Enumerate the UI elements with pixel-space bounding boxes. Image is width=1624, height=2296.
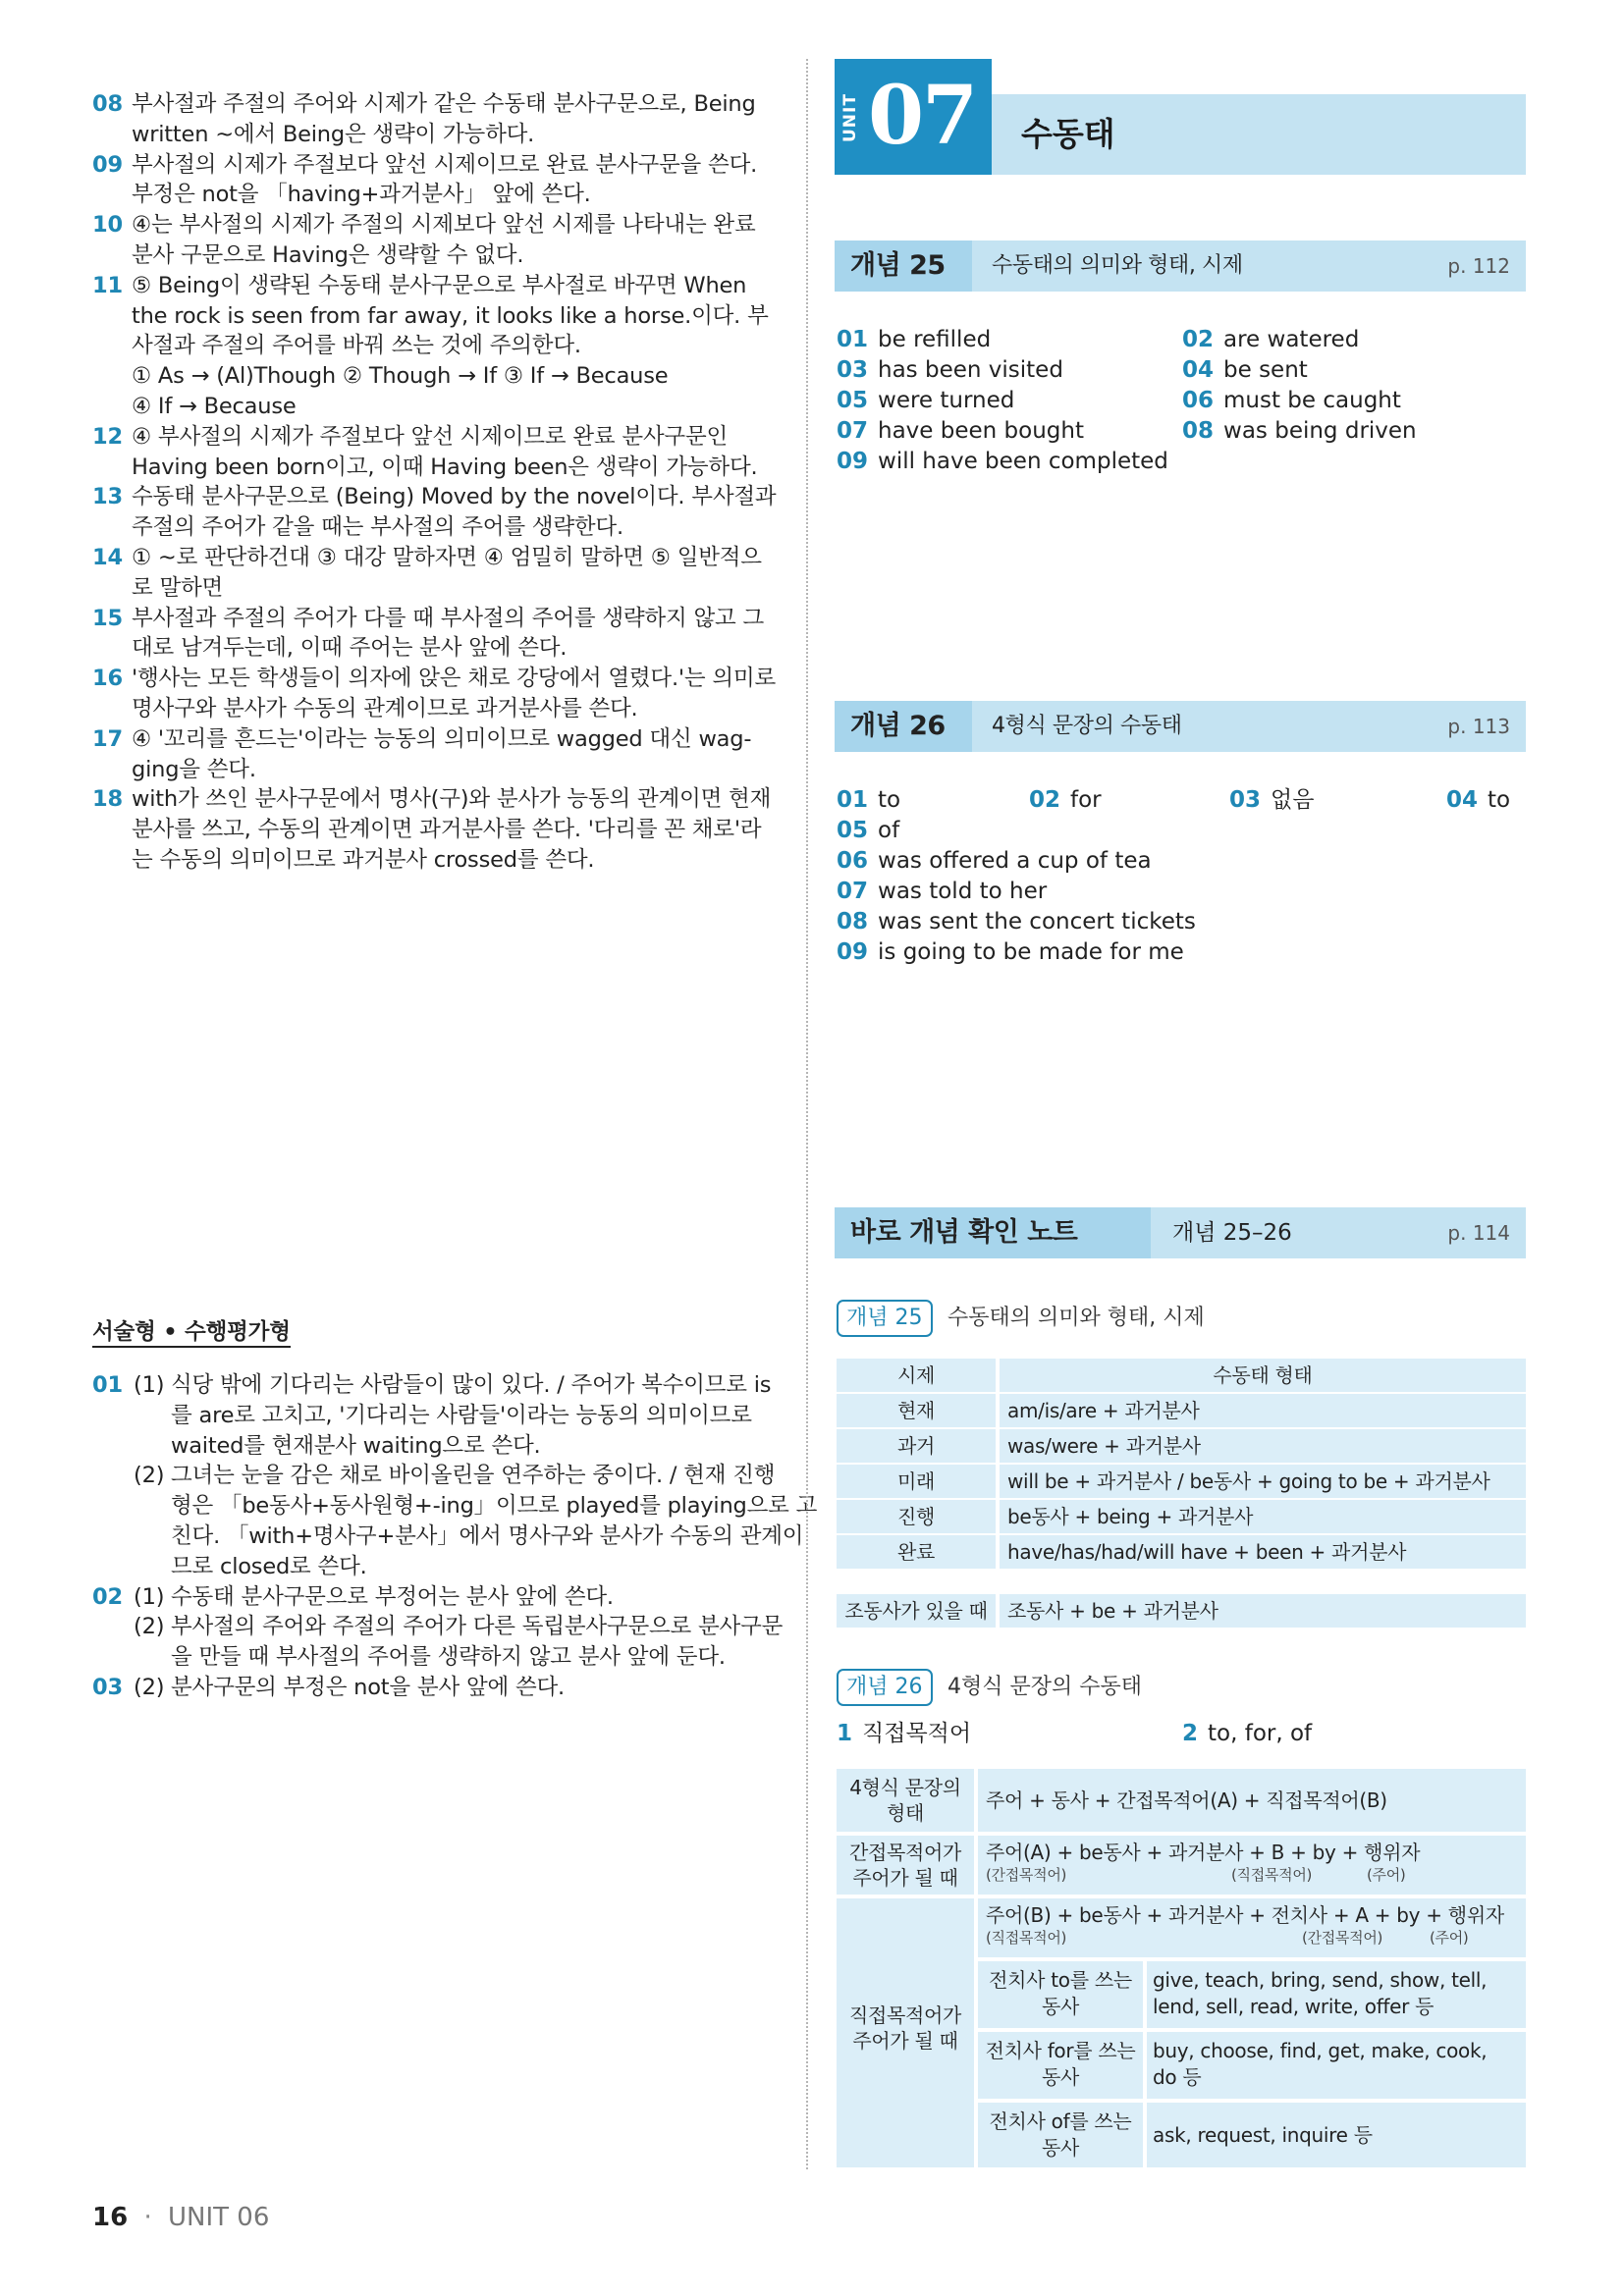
label-line: 동사 — [1041, 2136, 1080, 2160]
answer-text: was being driven — [1223, 418, 1417, 444]
answer-number: 09 — [837, 939, 869, 965]
sec-sub-label: (2) — [134, 1675, 165, 1700]
table-cell — [1147, 2032, 1526, 2099]
blank-2 — [1182, 1720, 1312, 1747]
answer-text: must be caught — [1223, 388, 1401, 413]
item-number: 14 — [92, 545, 123, 570]
footer-sep: · — [143, 2203, 152, 2232]
label-line: 주어가 될 때 — [852, 1866, 958, 1890]
answer-text: has been visited — [878, 357, 1063, 383]
blank-1-text: 직접목적어 — [862, 1721, 972, 1746]
sec-sub-line: waited를 현재분사 waiting으로 쓴다. — [171, 1432, 541, 1459]
table-cell: 현재 — [837, 1394, 996, 1427]
item-line: the rock is seen from far away, it looks like a horse.이다. 부 — [132, 302, 769, 329]
table-cell: will be + 과거분사 / be동사 + going to be + 과거분사 — [1000, 1465, 1526, 1498]
item-line: ging을 쓴다. — [132, 756, 256, 782]
value-line: do 등 — [1153, 2065, 1202, 2089]
item-line: 부사절과 주절의 주어가 다를 때 부사절의 주어를 생략하지 않고 그 — [132, 605, 765, 631]
table-cell: 완료 — [837, 1535, 996, 1569]
table-head-cell: 수동태 형태 — [1000, 1359, 1526, 1392]
formula: 주어(B) + be동사 + 과거분사 + 전치사 + A + by + 행위자 — [986, 1903, 1504, 1927]
formula-notes — [986, 1928, 1526, 1948]
table-cell: 미래 — [837, 1465, 996, 1498]
table-cell — [1147, 2103, 1526, 2167]
sec-item-number: 01 — [92, 1372, 123, 1398]
answer-number: 04 — [1446, 787, 1479, 813]
footer — [92, 2201, 269, 2234]
answer — [837, 356, 1063, 384]
item-number: 15 — [92, 605, 123, 631]
table-cell: was/were + 과거분사 — [1000, 1429, 1526, 1463]
answer — [837, 938, 1184, 966]
answer-text: be refilled — [878, 327, 992, 352]
item-number: 17 — [92, 725, 123, 752]
formula-note: (주어) — [1430, 1929, 1469, 1947]
table-cell — [837, 1836, 974, 1895]
label-line: 4형식 문장의 — [849, 1776, 961, 1799]
formula: 주어(A) + be동사 + 과거분사 + B + by + 행위자 — [986, 1841, 1421, 1864]
item-number: 11 — [92, 272, 123, 298]
blank-1-num: 1 — [837, 1721, 853, 1746]
item-number: 10 — [92, 212, 123, 239]
answer — [837, 908, 1196, 935]
answer-number: 03 — [1229, 787, 1262, 813]
blank-2-num: 2 — [1182, 1721, 1199, 1746]
answer-number: 01 — [837, 787, 869, 813]
unit-number: 07 — [868, 69, 977, 163]
answer — [837, 417, 1084, 445]
note-box25-tag: 개념 25 — [837, 1300, 933, 1337]
answer — [1182, 387, 1401, 414]
table-cell — [837, 1898, 974, 2167]
value-line: give, teach, bring, send, show, tell, — [1153, 1968, 1488, 1992]
answer-text: have been bought — [878, 418, 1084, 444]
note-box25-title: 수동태의 의미와 형태, 시제 — [947, 1306, 1205, 1330]
answer — [837, 448, 1168, 475]
item-number: 16 — [92, 666, 123, 692]
item-line: 대로 남겨두는데, 이때 주어는 분사 앞에 쓴다. — [132, 635, 568, 662]
answer-text: be sent — [1223, 357, 1308, 383]
table-cell: 조동사 + be + 과거분사 — [1000, 1594, 1526, 1628]
answer — [1182, 326, 1359, 353]
item-number: 12 — [92, 423, 123, 450]
note-box26-title: 4형식 문장의 수동태 — [947, 1675, 1142, 1699]
answer-number: 01 — [837, 327, 869, 352]
sec-sub-line: 수동태 분사구문으로 부정어는 분사 앞에 쓴다. — [171, 1583, 614, 1610]
answer — [1182, 417, 1417, 445]
answer-text: was sent the concert tickets — [878, 909, 1196, 934]
answer-text: were turned — [878, 388, 1015, 413]
unit-title: 수동태 — [1021, 115, 1115, 153]
concept26-title: 4형식 문장의 수동태 — [992, 714, 1182, 738]
item-line: ④ If → Because — [132, 394, 297, 419]
item-line: 분사를 쓰고, 수동의 관계이면 과거분사를 쓴다. '다리를 꼰 채로'라 — [132, 817, 762, 843]
item-line: 는 수동의 의미이므로 과거분사 crossed를 쓴다. — [132, 847, 595, 873]
item-line: ④ '꼬리를 흔드는'이라는 능동의 의미이므로 wagged 대신 wag- — [132, 725, 752, 752]
item-number: 08 — [92, 91, 123, 117]
sec-sub-line: 형은 「be동사+동사원형+-ing」이므로 played를 playing으로 고 — [171, 1493, 818, 1520]
footer-page: 16 — [92, 2203, 129, 2232]
answer-text: to — [878, 787, 901, 813]
answer-number: 07 — [837, 418, 869, 444]
label-line: 전치사 for를 쓰는 — [985, 2039, 1136, 2062]
table-cell: 진행 — [837, 1500, 996, 1533]
item-line: 로 말하면 — [132, 574, 224, 601]
item-line: 사절과 주절의 주어를 바꿔 쓰는 것에 주의한다. — [132, 333, 581, 359]
concept25-title: 수동태의 의미와 형태, 시제 — [992, 253, 1243, 278]
sec-sub-label: (1) — [134, 1372, 165, 1398]
concept26-tag: 개념 26 — [835, 701, 972, 752]
sec-sub-line: 므로 closed로 쓴다. — [171, 1553, 367, 1579]
sec-sub-label: (2) — [134, 1614, 165, 1640]
item-line: 부정은 not을 「having+과거분사」 앞에 쓴다. — [132, 182, 591, 208]
sec-sub-line: 부사절의 주어와 주절의 주어가 다른 독립분사구문으로 분사구문 — [171, 1614, 784, 1640]
blank-1 — [837, 1720, 971, 1747]
sec-item-number: 03 — [92, 1675, 123, 1700]
answer-text: is going to be made for me — [878, 939, 1184, 965]
answer-text: of — [878, 818, 900, 843]
unit-badge — [835, 59, 992, 175]
answer — [837, 847, 1152, 875]
answer-number: 03 — [837, 357, 869, 383]
answer-number: 06 — [1182, 388, 1215, 413]
answer-text: for — [1070, 787, 1102, 813]
sec-sub-label: (2) — [134, 1463, 165, 1489]
item-number: 09 — [92, 151, 123, 178]
concept25-tag: 개념 25 — [835, 240, 972, 292]
item-line: ① ~로 판단하건대 ③ 대강 말하자면 ④ 엄밀히 말하면 ⑤ 일반적으 — [132, 545, 762, 570]
item-line: Having been born이고, 이때 Having been은 생략이 가능하다. — [132, 454, 758, 480]
item-line: ④ 부사절의 시제가 주절보다 앞선 시제이므로 완료 분사구문인 — [132, 423, 729, 450]
answer — [1029, 786, 1102, 814]
label-line: 동사 — [1041, 2065, 1080, 2089]
answer-text: was offered a cup of tea — [878, 848, 1152, 874]
item-line: ① As → (Al)Though ② Though → If ③ If → Because — [132, 363, 669, 390]
item-line: 분사 구문으로 Having은 생략할 수 없다. — [132, 242, 524, 268]
answer-text: 없음 — [1271, 787, 1315, 813]
label-line: 동사 — [1041, 1995, 1080, 2018]
label-line: 전치사 of를 쓰는 — [989, 2109, 1132, 2133]
item-line: with가 쓰인 분사구문에서 명사(구)와 분사가 능동의 관계이면 현재 — [132, 786, 772, 813]
label-line: 간접목적어가 — [848, 1841, 962, 1864]
note-page: p. 114 — [1447, 1221, 1510, 1245]
answer — [1182, 356, 1308, 384]
answer — [1229, 786, 1314, 814]
item-line: 부사절의 시제가 주절보다 앞선 시제이므로 완료 분사구문을 쓴다. — [132, 151, 758, 178]
sec-sub-line: 식당 밖에 기다리는 사람들이 많이 있다. / 주어가 복수이므로 is — [171, 1372, 772, 1398]
value-line: lend, sell, read, write, offer 등 — [1153, 1995, 1435, 2018]
table-cell: 과거 — [837, 1429, 996, 1463]
answer-number: 02 — [1182, 327, 1215, 352]
item-number: 13 — [92, 484, 123, 510]
left-column — [92, 0, 818, 2296]
table-cell — [978, 2032, 1143, 2099]
table-cell — [1147, 1961, 1526, 2028]
answer-text: was told to her — [878, 879, 1048, 904]
formula-note: (직접목적어) — [986, 1929, 1067, 1947]
table-cell — [978, 2103, 1143, 2167]
formula-note: (간접목적어) — [986, 1866, 1067, 1884]
note-box26-tag: 개념 26 — [837, 1669, 933, 1706]
table-cell: am/is/are + 과거분사 — [1000, 1394, 1526, 1427]
sec-item-number: 02 — [92, 1583, 123, 1610]
item-line: 수동태 분사구문으로 (Being) Moved by the novel이다. 부사절과 — [132, 484, 777, 510]
value-line: buy, choose, find, get, make, cook, — [1153, 2039, 1488, 2062]
formula-notes — [986, 1865, 1526, 1885]
item-line: written ~에서 Being은 생략이 가능하다. — [132, 121, 535, 147]
unit-title-band — [992, 94, 1526, 175]
item-line: '행사는 모든 학생들이 의자에 앉은 채로 강당에서 열렸다.'는 의미로 — [132, 666, 776, 692]
item-line: 부사절과 주절의 주어와 시제가 같은 수동태 분사구문으로, Being — [132, 91, 756, 117]
table-cell — [978, 1898, 1526, 1957]
concept25-page: p. 112 — [1447, 254, 1510, 278]
answer-number: 08 — [837, 909, 869, 934]
answer-number: 04 — [1182, 357, 1215, 383]
table-cell — [837, 1769, 974, 1832]
value-line: ask, request, inquire 등 — [1153, 2123, 1373, 2147]
answer-text: to — [1488, 787, 1511, 813]
sec-sub-line: 분사구문의 부정은 not을 분사 앞에 쓴다. — [171, 1675, 565, 1700]
note-header — [835, 1207, 1526, 1258]
sec-sub-label: (1) — [134, 1583, 165, 1610]
sec-sub-line: 그녀는 눈을 감은 채로 바이올린을 연주하는 중이다. / 현재 진행 — [171, 1463, 776, 1489]
sec-sub-line: 을 만들 때 부사절의 주어를 생략하지 않고 분사 앞에 둔다. — [171, 1644, 726, 1671]
table-cell — [978, 1836, 1526, 1895]
answer-number: 05 — [837, 818, 869, 843]
concept26-header — [835, 701, 1526, 752]
answer — [837, 817, 899, 844]
table-head-cell: 시제 — [837, 1359, 996, 1392]
item-line: ⑤ Being이 생략된 수동태 분사구문으로 부사절로 바꾸면 When — [132, 272, 747, 298]
concept26-page: p. 113 — [1447, 715, 1510, 738]
sec-sub-line: 친다. 「with+명사구+분사」에서 명사구와 분사가 수동의 관계이 — [171, 1523, 804, 1549]
section-title: 서술형 • 수행평가형 — [92, 1319, 291, 1348]
answer — [837, 786, 900, 814]
blank-2-text: to, for, of — [1208, 1721, 1313, 1746]
label-line: 직접목적어가 — [848, 2003, 962, 2027]
answer — [837, 878, 1047, 905]
label-line: 형태 — [886, 1801, 925, 1825]
answer — [837, 387, 1014, 414]
answer-number: 05 — [837, 388, 869, 413]
note-tag: 바로 개념 확인 노트 — [835, 1207, 1151, 1258]
concept25-header — [835, 240, 1526, 292]
answer-number: 07 — [837, 879, 869, 904]
answer-text: are watered — [1223, 327, 1360, 352]
formula-note: (주어) — [1367, 1866, 1406, 1884]
table-cell: have/has/had/will have + been + 과거분사 — [1000, 1535, 1526, 1569]
item-line: ④는 부사절의 시제가 주절의 시제보다 앞선 시제를 나타내는 완료 — [132, 212, 756, 239]
formula-note: (직접목적어) — [1231, 1866, 1313, 1884]
answer — [837, 326, 991, 353]
item-number: 18 — [92, 786, 123, 813]
answer-number: 08 — [1182, 418, 1215, 444]
label-line: 전치사 to를 쓰는 — [989, 1968, 1132, 1992]
footer-unit: UNIT 06 — [167, 2203, 270, 2232]
table-cell — [978, 1961, 1143, 2028]
column-divider — [806, 59, 808, 2169]
table-cell: 주어 + 동사 + 간접목적어(A) + 직접목적어(B) — [978, 1769, 1526, 1832]
item-line: 주절의 주어가 같을 때는 부사절의 주어를 생략한다. — [132, 514, 623, 541]
answer-text: will have been completed — [878, 449, 1168, 474]
answer-number: 09 — [837, 449, 869, 474]
label-line: 주어가 될 때 — [852, 2029, 958, 2053]
item-line: 명사구와 분사가 수동의 관계이므로 과거분사를 쓴다. — [132, 696, 638, 721]
table-cell: be동사 + being + 과거분사 — [1000, 1500, 1526, 1533]
table-cell: 조동사가 있을 때 — [837, 1594, 996, 1628]
formula-note: (간접목적어) — [1302, 1929, 1383, 1947]
answer-number: 02 — [1029, 787, 1061, 813]
sec-sub-line: 를 are로 고치고, '기다리는 사람들'이라는 능동의 의미이므로 — [171, 1402, 752, 1428]
note-title: 개념 25–26 — [1172, 1220, 1292, 1246]
answer — [1446, 786, 1510, 814]
answer-number: 06 — [837, 848, 869, 874]
unit-word: UNIT — [840, 93, 860, 142]
